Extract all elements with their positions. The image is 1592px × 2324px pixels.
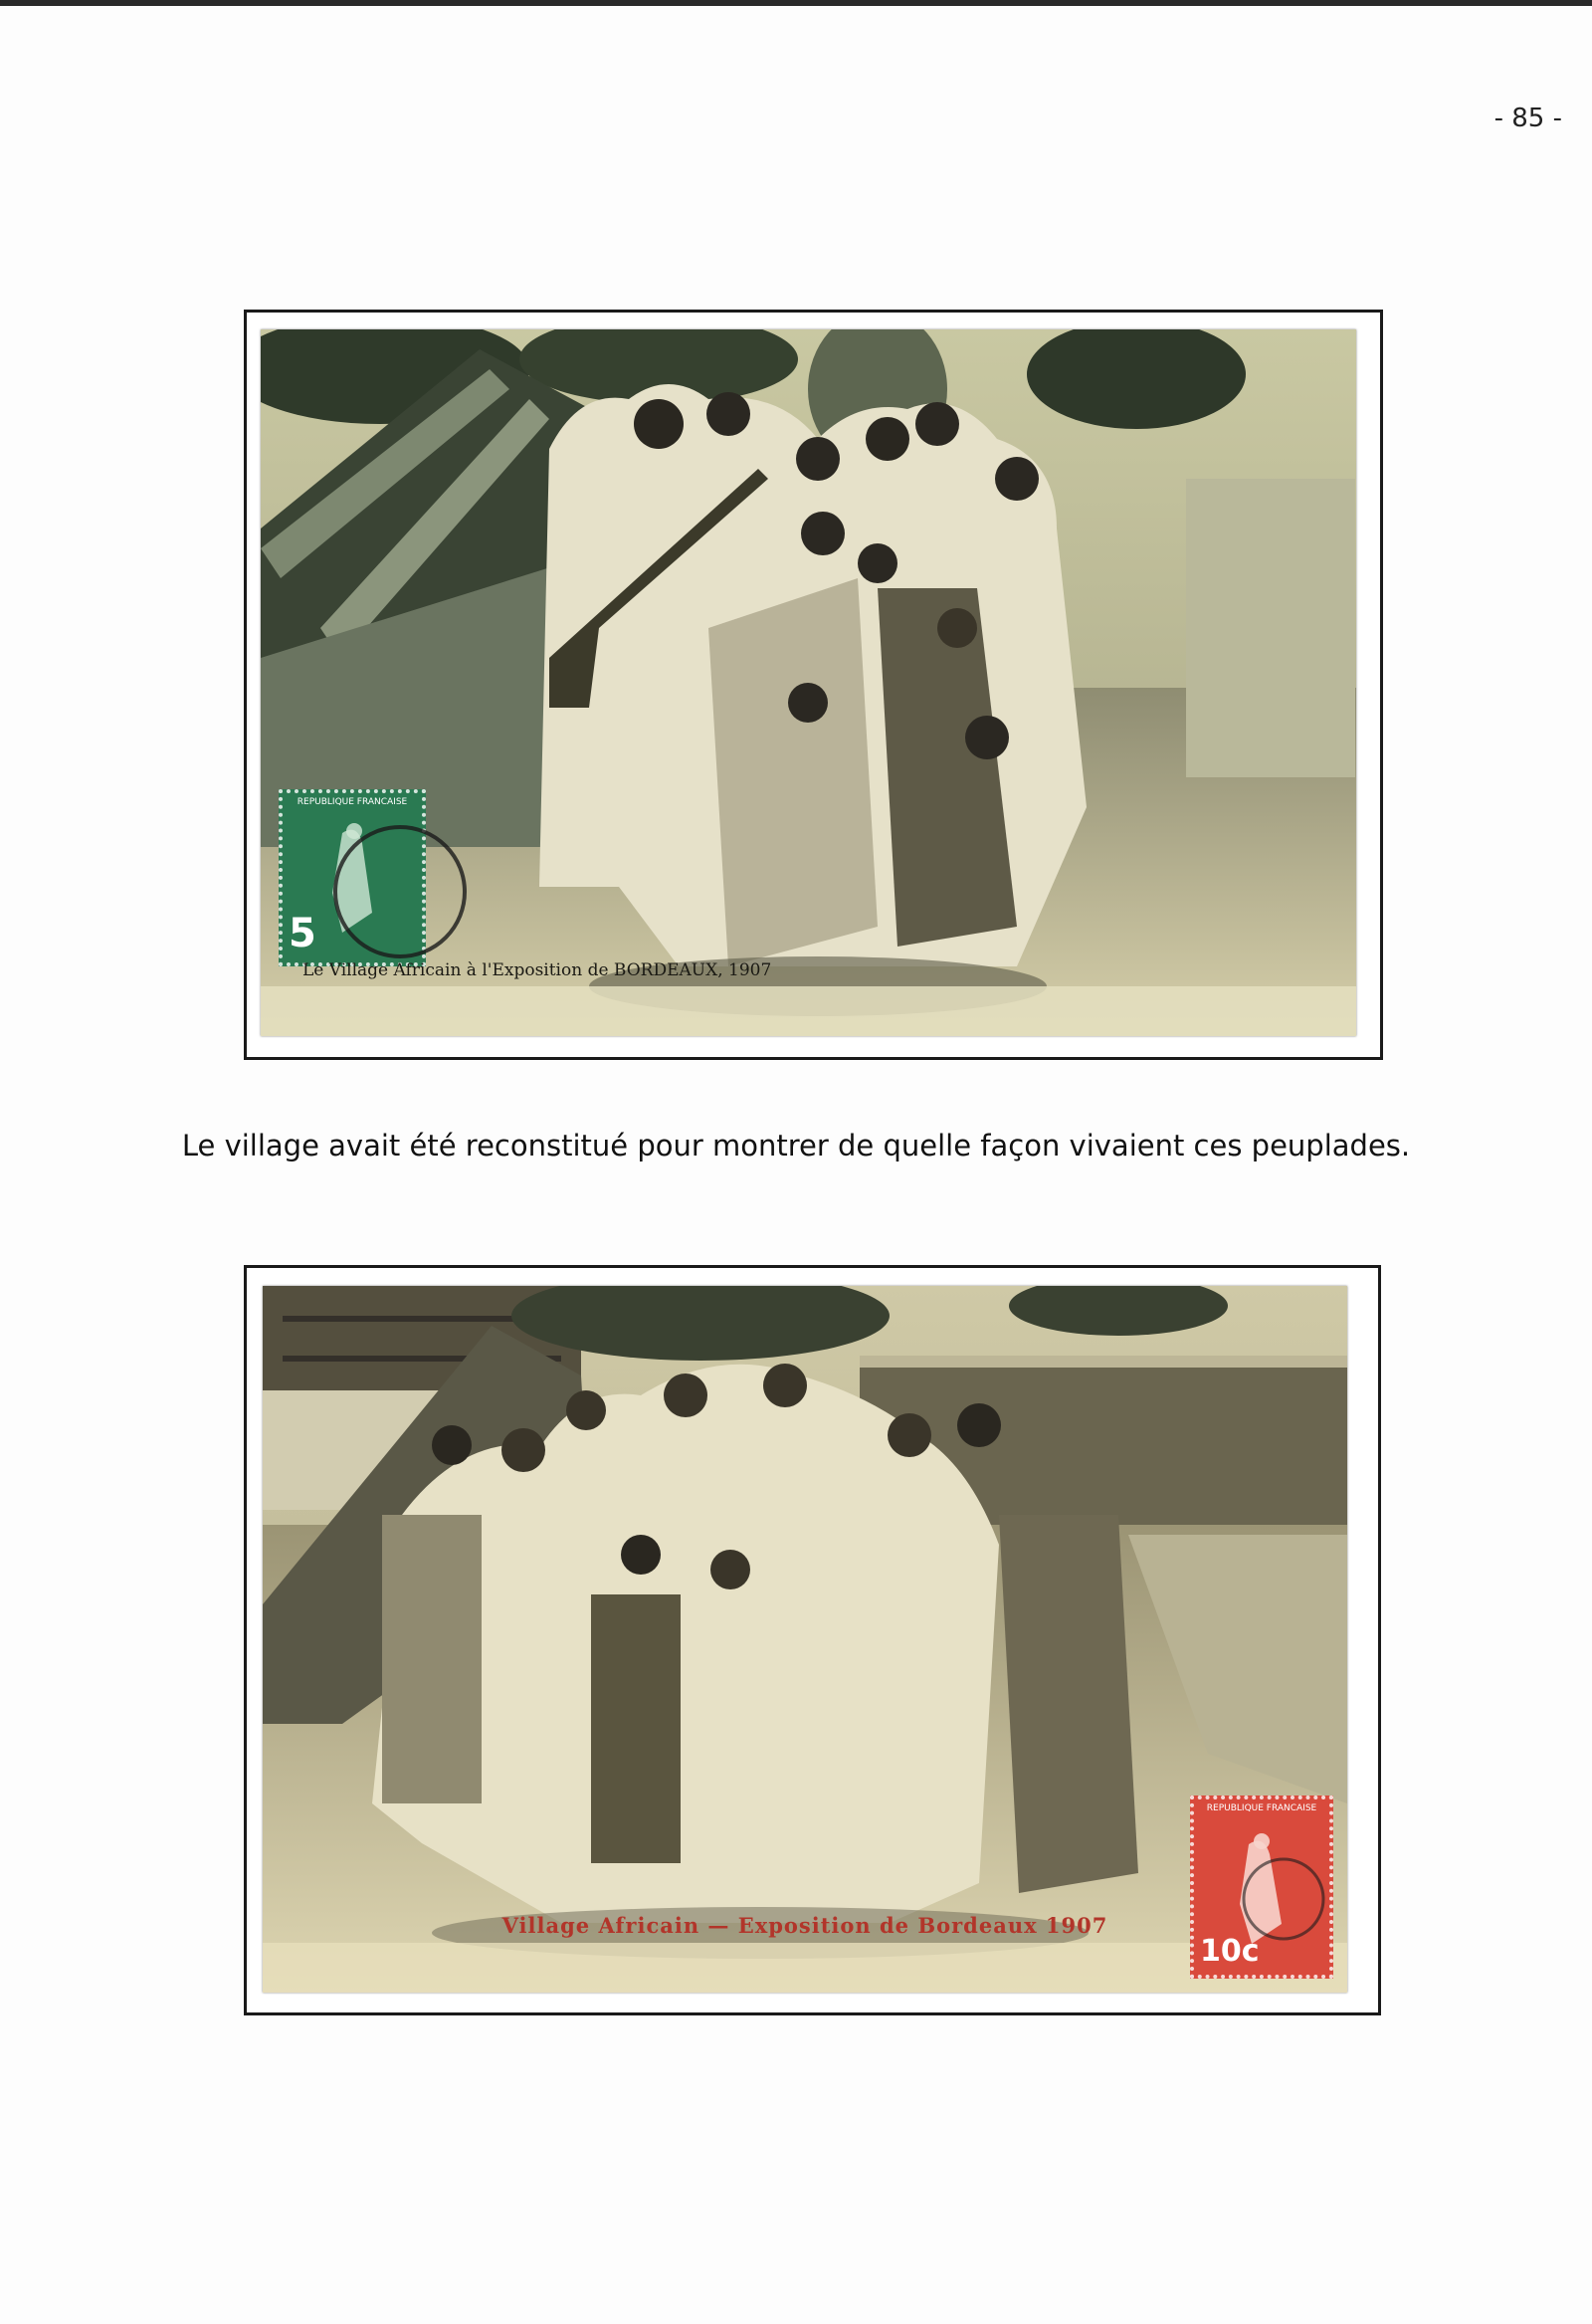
postcard-2 [263, 1286, 1347, 1993]
postcard-2-photo [263, 1286, 1347, 1993]
postmark [325, 817, 475, 966]
stamp-country: REPUBLIQUE FRANCAISE [297, 797, 408, 807]
postcard-1 [261, 329, 1356, 1036]
postcard-frame-2 [244, 1265, 1381, 2015]
description-text: Le village avait été reconstitué pour montrer de quelle façon vivaient ces peuplades. [181, 1129, 1411, 1162]
top-rule [0, 0, 1592, 6]
stamp-value: 10c [1200, 1934, 1260, 1969]
page-number: - 85 - [1493, 104, 1562, 133]
stamp-country: REPUBLIQUE FRANCAISE [1206, 1803, 1317, 1813]
postage-stamp-10c [1190, 1796, 1333, 1979]
postcard-frame-1 [244, 310, 1383, 1060]
stamp-value: 5 [289, 911, 316, 956]
postcard-1-caption: Le Village Africain à l'Exposition de BORDEAUX, 1907 [302, 960, 772, 980]
postcard-2-caption: Village Africain — Exposition de Bordeaux 1907 [501, 1913, 1108, 1938]
